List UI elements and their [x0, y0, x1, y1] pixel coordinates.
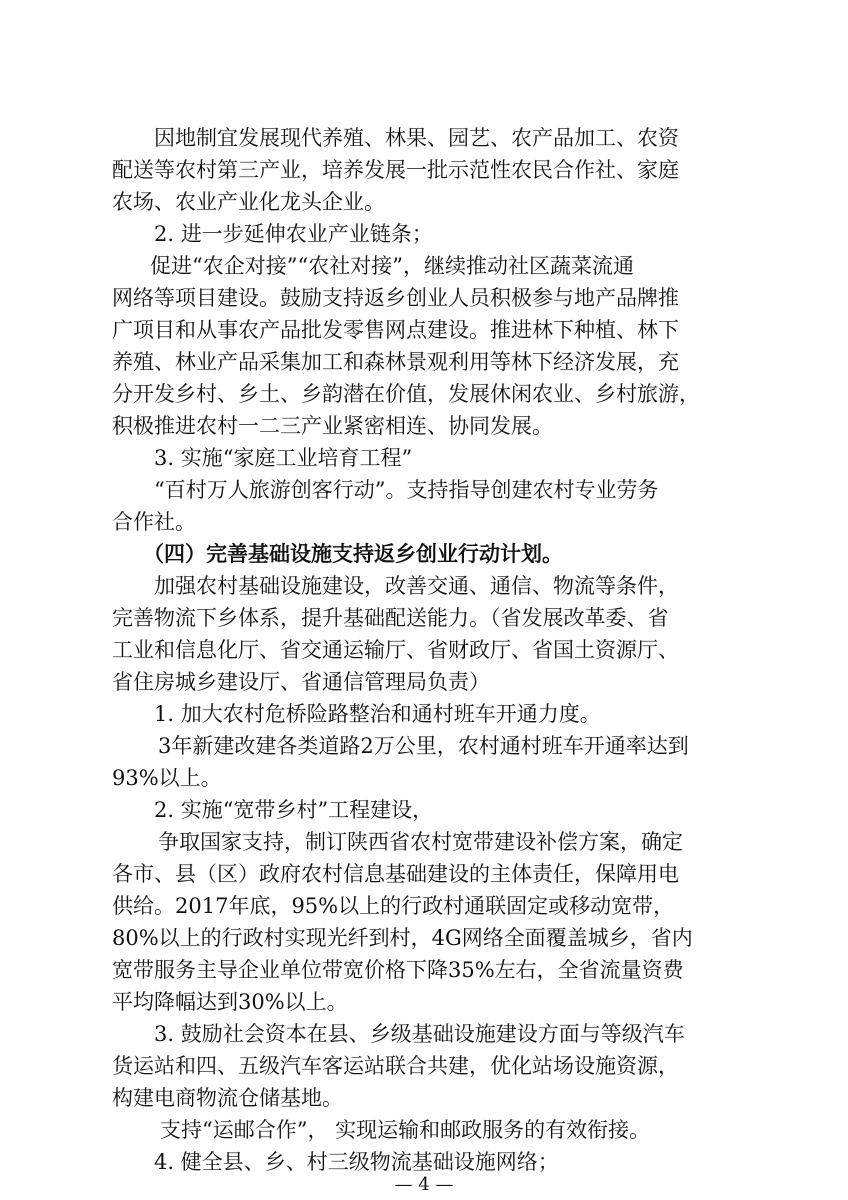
text-line: 93%以上。	[112, 766, 222, 790]
text-line: 配送等农村第三产业，培养发展一批示范性农民合作社、家庭	[112, 158, 679, 182]
item-heading: 3. 实施“家庭工业培育工程”	[154, 446, 413, 470]
text-line: 80%以上的行政村实现光纤到村，4G网络全面覆盖城乡，省内	[112, 926, 693, 950]
text-line: 完善物流下乡体系，提升基础配送能力。（省发展改革委、省	[112, 606, 669, 630]
item-heading: 4. 健全县、乡、村三级物流基础设施网络；	[154, 1150, 559, 1174]
text-line: 合作社。	[112, 510, 196, 534]
text-line: 平均降幅达到30%以上。	[112, 990, 348, 1014]
text-line: 宽带服务主导企业单位带宽价格下降35%左右，全省流量资费	[112, 958, 684, 982]
text-line: 广项目和从事农产品批发零售网点建设。推进林下种植、林下	[112, 318, 679, 342]
text-line: 3年新建改建各类道路2万公里，农村通村班车开通率达到	[158, 734, 689, 758]
text-line: 各市、县（区）政府农村信息基础建设的主体责任，保障用电	[112, 862, 679, 886]
text-line: “百村万人旅游创客行动”。支持指导创建农村专业劳务	[154, 478, 659, 502]
text-line: 支持“运邮合作”， 实现运输和邮政服务的有效衔接。	[160, 1118, 651, 1142]
text-line: 货运站和四、五级汽车客运站联合共建，优化站场设施资源，	[112, 1054, 679, 1078]
item-heading: 1. 加大农村危桥险路整治和通村班车开通力度。	[154, 702, 601, 726]
text-line: 促进“农企对接”“农社对接”，继续推动社区蔬菜流通	[150, 254, 634, 278]
text-line: 加强农村基础设施建设，改善交通、通信、物流等条件，	[154, 574, 679, 598]
text-line: 养殖、林业产品采集加工和森林景观利用等林下经济发展，充	[112, 350, 679, 374]
page-number: — 4 —	[394, 1174, 454, 1195]
text-line: 工业和信息化厅、省交通运输厅、省财政厅、省国土资源厅、	[112, 638, 679, 662]
item-heading: 2. 进一步延伸农业产业链条；	[154, 222, 433, 246]
text-line: 农场、农业产业化龙头企业。	[112, 190, 385, 214]
text-line: 争取国家支持，制订陕西省农村宽带建设补偿方案，确定	[158, 830, 683, 854]
text-line: 供给。2017年底，95%以上的行政村通联固定或移动宽带，	[112, 894, 675, 918]
section-heading: （四）完善基础设施支持返乡创业行动计划。	[143, 541, 563, 566]
text-line: 分开发乡村、乡土、乡韵潜在价值，发展休闲农业、乡村旅游，	[112, 382, 700, 406]
text-line: 因地制宜发展现代养殖、林果、园艺、农产品加工、农资	[154, 126, 679, 150]
item-heading: 3. 鼓励社会资本在县、乡级基础设施建设方面与等级汽车	[154, 1022, 685, 1046]
text-line: 省住房城乡建设厅、省通信管理局负责）	[112, 670, 490, 694]
text-line: 网络等项目建设。鼓励支持返乡创业人员积极参与地产品牌推	[112, 286, 679, 310]
text-line: 构建电商物流仓储基地。	[112, 1086, 343, 1110]
item-heading: 2. 实施“宽带乡村”工程建设，	[154, 798, 434, 822]
text-line: 积极推进农村一二三产业紧密相连、协同发展。	[112, 414, 553, 438]
